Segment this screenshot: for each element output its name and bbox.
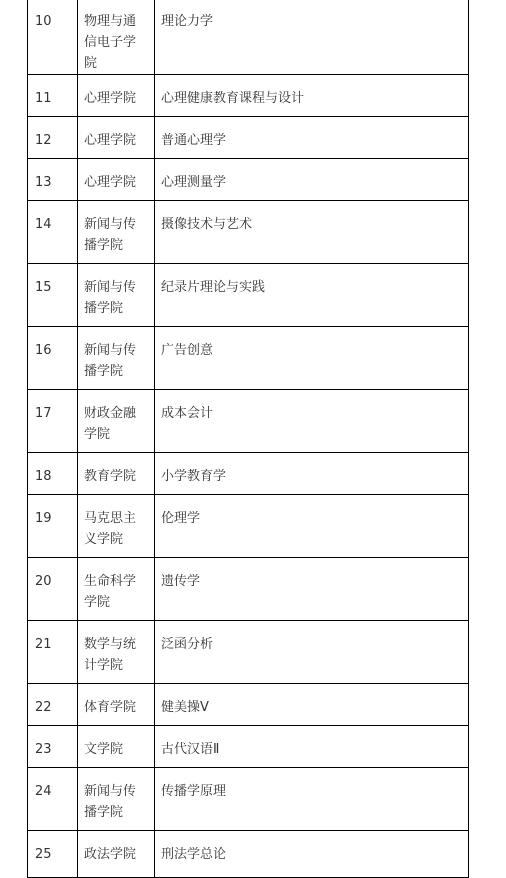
row-number-cell (28, 768, 78, 831)
row-number-cell-text: 23 (35, 742, 52, 757)
course-cell-text: 纪录片理论与实践 (161, 280, 266, 295)
row-number-cell (28, 453, 78, 495)
course-cell-text: 古代汉语Ⅱ (161, 742, 220, 757)
college-cell-text: 生命科学学院 (84, 574, 137, 610)
course-cell-text: 遗传学 (161, 574, 201, 589)
college-cell-text: 数学与统计学院 (84, 637, 137, 673)
table-row (28, 768, 469, 831)
college-cell-text: 心理学院 (84, 175, 137, 190)
course-cell (155, 621, 469, 684)
row-number-cell (28, 264, 78, 327)
college-cell-text: 教育学院 (84, 469, 137, 484)
course-cell (155, 264, 469, 327)
course-cell (155, 495, 469, 558)
course-cell-text: 广告创意 (161, 343, 214, 358)
row-number-cell-text: 19 (35, 511, 52, 526)
college-cell-text: 文学院 (84, 742, 124, 757)
course-cell-text: 摄像技术与艺术 (161, 217, 253, 232)
course-cell-text: 刑法学总论 (161, 847, 227, 862)
row-number-cell (28, 831, 78, 878)
table-row (28, 0, 469, 75)
row-number-cell-text: 18 (35, 469, 52, 484)
college-cell-text: 新闻与传播学院 (84, 343, 137, 379)
college-cell (78, 495, 155, 558)
table-row (28, 159, 469, 201)
row-number-cell (28, 117, 78, 159)
college-cell-text: 物理与通信电子学院 (84, 14, 137, 71)
row-number-cell-text: 14 (35, 217, 52, 232)
row-number-cell-text: 20 (35, 574, 52, 589)
course-cell (155, 390, 469, 453)
table-row (28, 495, 469, 558)
row-number-cell (28, 201, 78, 264)
course-cell (155, 453, 469, 495)
table-row (28, 684, 469, 726)
course-cell (155, 159, 469, 201)
row-number-cell-text: 17 (35, 406, 52, 421)
course-cell (155, 75, 469, 117)
row-number-cell-text: 15 (35, 280, 52, 295)
row-number-cell-text: 22 (35, 700, 52, 715)
row-number-cell (28, 621, 78, 684)
row-number-cell-text: 12 (35, 133, 52, 148)
college-cell-text: 政法学院 (84, 847, 137, 862)
course-table-container (27, 0, 468, 878)
course-cell-text: 传播学原理 (161, 784, 227, 799)
college-cell-text: 心理学院 (84, 91, 137, 106)
course-cell (155, 201, 469, 264)
course-cell-text: 成本会计 (161, 406, 214, 421)
course-cell (155, 768, 469, 831)
college-cell-text: 马克思主义学院 (84, 511, 137, 547)
row-number-cell (28, 558, 78, 621)
college-cell (78, 831, 155, 878)
row-number-cell-text: 21 (35, 637, 52, 652)
row-number-cell (28, 390, 78, 453)
college-cell (78, 159, 155, 201)
college-cell-text: 财政金融学院 (84, 406, 137, 442)
college-cell (78, 264, 155, 327)
table-row (28, 831, 469, 878)
college-cell-text: 新闻与传播学院 (84, 280, 137, 316)
course-cell (155, 0, 469, 75)
row-number-cell (28, 159, 78, 201)
college-cell (78, 201, 155, 264)
course-cell (155, 327, 469, 390)
course-cell-text: 普通心理学 (161, 133, 227, 148)
course-cell-text: 理论力学 (161, 14, 214, 29)
college-cell (78, 726, 155, 768)
table-row (28, 453, 469, 495)
table-row (28, 621, 469, 684)
row-number-cell (28, 684, 78, 726)
course-cell (155, 117, 469, 159)
table-row (28, 327, 469, 390)
row-number-cell (28, 327, 78, 390)
row-number-cell (28, 495, 78, 558)
college-cell (78, 768, 155, 831)
table-row (28, 117, 469, 159)
course-cell (155, 558, 469, 621)
college-cell (78, 0, 155, 75)
college-cell (78, 558, 155, 621)
college-cell (78, 390, 155, 453)
course-cell-text: 伦理学 (161, 511, 201, 526)
college-cell-text: 新闻与传播学院 (84, 217, 137, 253)
course-cell-text: 小学教育学 (161, 469, 227, 484)
college-cell (78, 453, 155, 495)
course-cell-text: 心理测量学 (161, 175, 227, 190)
college-cell-text: 心理学院 (84, 133, 137, 148)
course-cell (155, 726, 469, 768)
row-number-cell (28, 726, 78, 768)
course-cell-text: 健美操Ⅴ (161, 700, 209, 715)
row-number-cell-text: 16 (35, 343, 52, 358)
college-cell (78, 117, 155, 159)
row-number-cell (28, 75, 78, 117)
college-cell (78, 75, 155, 117)
course-table (27, 0, 469, 878)
college-cell (78, 684, 155, 726)
row-number-cell (28, 0, 78, 75)
table-row (28, 726, 469, 768)
course-table-body (28, 0, 469, 878)
row-number-cell-text: 25 (35, 847, 52, 862)
college-cell (78, 327, 155, 390)
college-cell-text: 体育学院 (84, 700, 137, 715)
course-cell-text: 泛函分析 (161, 637, 214, 652)
course-cell-text: 心理健康教育课程与设计 (161, 91, 305, 106)
table-row (28, 558, 469, 621)
table-row (28, 264, 469, 327)
college-cell-text: 新闻与传播学院 (84, 784, 137, 820)
course-cell (155, 831, 469, 878)
table-row (28, 75, 469, 117)
college-cell (78, 621, 155, 684)
row-number-cell-text: 11 (35, 91, 52, 106)
table-row (28, 201, 469, 264)
row-number-cell-text: 24 (35, 784, 52, 799)
row-number-cell-text: 10 (35, 14, 52, 29)
course-cell (155, 684, 469, 726)
row-number-cell-text: 13 (35, 175, 52, 190)
table-row (28, 390, 469, 453)
